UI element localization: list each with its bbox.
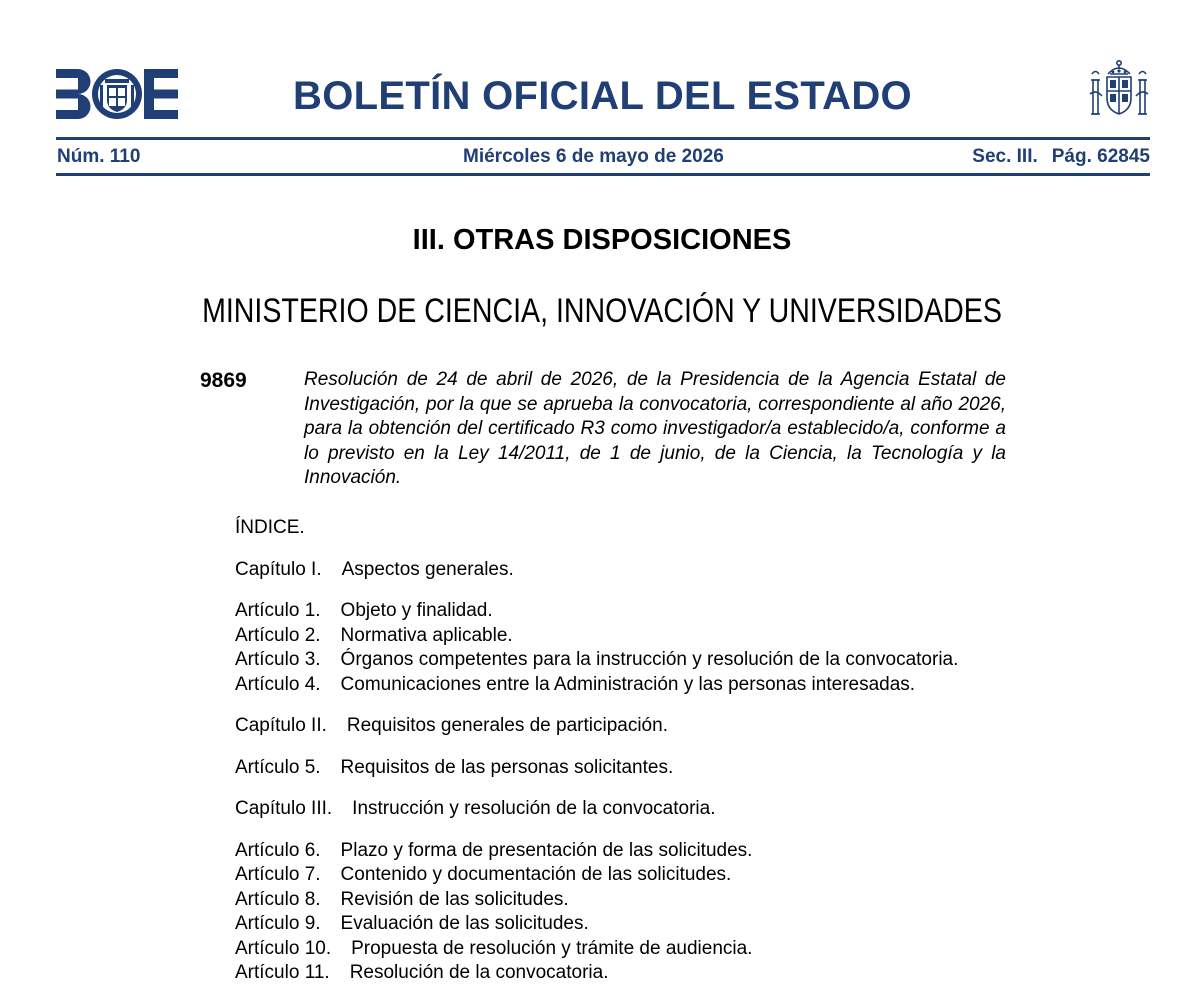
toc-entry: [235, 714, 1135, 739]
toc-entry: [235, 599, 1135, 624]
toc-entry-label: Capítulo I.: [235, 558, 322, 580]
toc-entry-label: Artículo 5.: [235, 756, 321, 778]
header-top-rule: [56, 137, 1150, 140]
resolution-summary: Resolución de 24 de abril de 2026, de la Presidencia de la Agencia Estatal de Investigación, por la que se aprueba la convocatoria, correspondiente al año 2026, para la obtención del certificado R3 como investigador/a establecido/a, conforme a lo previsto en la Ley 14/2011, de 1 de junio, de la Ciencia, la Tecnología y la Innovación.: [304, 369, 1006, 488]
toc-entry-text: Objeto y finalidad.: [340, 600, 493, 621]
toc-entry-text: Comunicaciones entre la Administración y las personas interesadas.: [340, 673, 916, 695]
toc-entry: [235, 863, 1135, 888]
toc-entry-label: Artículo 9.: [235, 913, 321, 934]
toc-entry-text: Instrucción y resolución de la convocatoria.: [352, 798, 716, 819]
toc-entry: [235, 912, 1135, 937]
index-heading: ÍNDICE.: [235, 517, 305, 538]
toc-entry-text: Órganos competentes para la instrucción y resolución de la convocatoria.: [340, 649, 959, 670]
resolution-number: 9869: [200, 369, 247, 392]
toc-entry-label: Artículo 4.: [235, 673, 321, 695]
section-page-info: [972, 146, 1150, 168]
toc-entry-text: Contenido y documentación de las solicitudes.: [340, 864, 732, 885]
table-of-contents: [235, 516, 1135, 986]
toc-entry-label: Artículo 1.: [235, 600, 321, 621]
toc-entry: [235, 797, 1135, 822]
toc-entry-label: Capítulo III.: [235, 798, 333, 819]
toc-entry: [235, 888, 1135, 913]
coat-of-arms-icon: [1088, 58, 1150, 124]
toc-entry: [235, 558, 1135, 583]
toc-entry-label: Artículo 6.: [235, 839, 321, 861]
toc-entry-label: Artículo 11.: [235, 962, 330, 983]
toc-entry: [235, 961, 1135, 986]
toc-entry-text: Requisitos de las personas solicitantes.: [340, 756, 674, 778]
toc-entry-text: Requisitos generales de participación.: [346, 715, 668, 736]
toc-entry-text: Evaluación de las solicitudes.: [340, 913, 589, 934]
toc-entry-text: Normativa aplicable.: [340, 624, 513, 646]
toc-entry: [235, 937, 1135, 962]
toc-entry-label: Capítulo II.: [235, 715, 327, 736]
toc-entry-text: Resolución de la convocatoria.: [349, 962, 609, 983]
toc-entry: [235, 648, 1135, 673]
boe-logo: [56, 69, 178, 119]
section-title: III. OTRAS DISPOSICIONES: [412, 224, 792, 256]
toc-entry-label: Artículo 7.: [235, 864, 321, 885]
toc-entry-text: Propuesta de resolución y trámite de audiencia.: [351, 937, 753, 959]
toc-entry-text: Revisión de las solicitudes.: [340, 888, 569, 910]
toc-entry: [235, 756, 1135, 781]
toc-entry-label: Artículo 10.: [235, 937, 332, 959]
section-label: Sec. III.: [972, 146, 1038, 167]
toc-entry: [235, 839, 1135, 864]
toc-entry: [235, 673, 1135, 698]
toc-entry-label: Artículo 2.: [235, 624, 321, 646]
header-bottom-rule: [56, 173, 1150, 176]
toc-entry-label: Artículo 8.: [235, 888, 321, 910]
ministry-title: MINISTERIO DE CIENCIA, INNOVACIÓN Y UNIVERSIDADES: [202, 292, 1002, 330]
toc-entry: [235, 624, 1135, 649]
page-number: Pág. 62845: [1051, 146, 1150, 167]
toc-entry-label: Artículo 3.: [235, 649, 321, 670]
toc-entry-text: Aspectos generales.: [341, 558, 514, 580]
toc-entry-text: Plazo y forma de presentación de las solicitudes.: [340, 839, 753, 861]
issue-date: Miércoles 6 de mayo de 2026: [463, 146, 724, 167]
issue-number: Núm. 110: [57, 146, 141, 167]
publication-title: BOLETÍN OFICIAL DEL ESTADO: [293, 74, 912, 118]
